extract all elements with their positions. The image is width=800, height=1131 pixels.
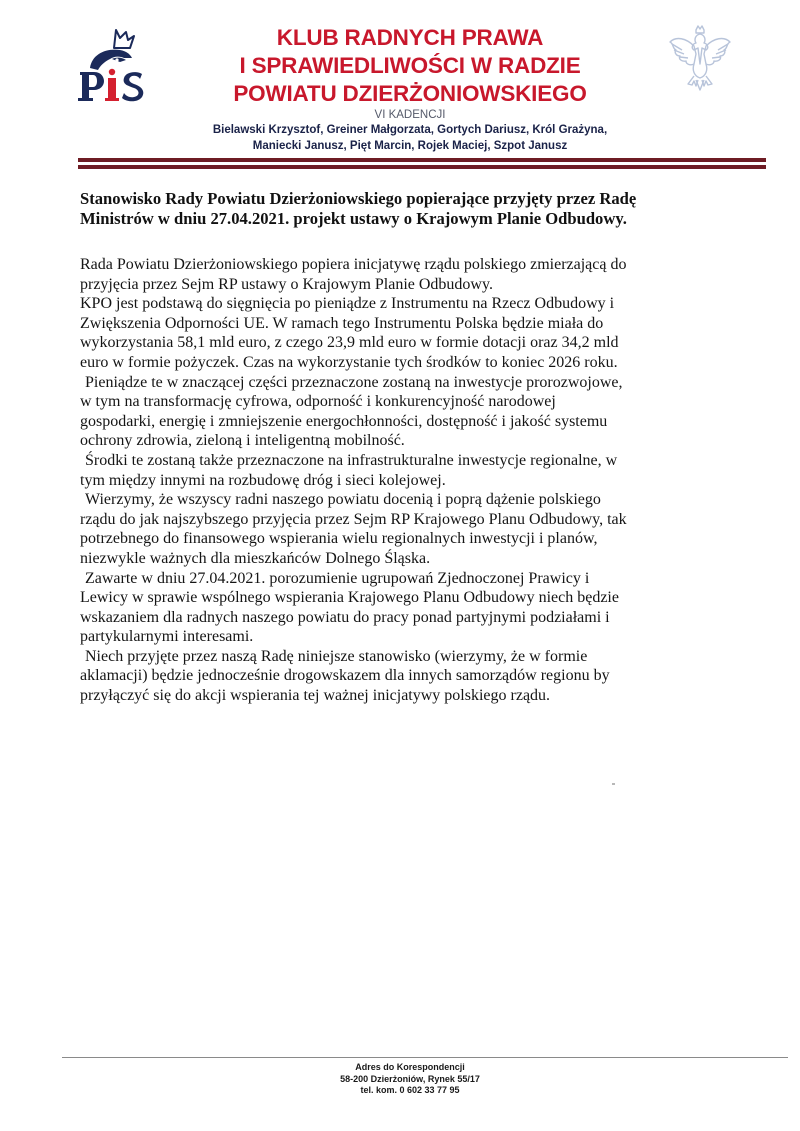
body-line: ochrony zdrowia, zieloną i inteligentną mobilność. [80, 432, 405, 450]
club-title-line: I SPRAWIEDLIWOŚCI W RADZIE [239, 53, 581, 78]
footer-address: 58-200 Dzierżoniów, Rynek 55/17 [340, 1073, 480, 1084]
eagle-icon [664, 24, 736, 96]
body-line: niezwykle ważnych dla mieszkańców Dolnego Śląska. [80, 549, 431, 567]
body-line: przyjęcia przez Sejm RP ustawy o Krajowym Planie Odbudowy. [80, 275, 493, 293]
body-line: potrzebnego do finansowego wspierania wielu regionalnych inwestycji i planów, [80, 530, 598, 548]
body-line: Zwiększenia Odporności UE. W ramach tego Instrumentu Polska będzie miała do [80, 314, 604, 332]
body-line: Zawarte w dniu 27.04.2021. porozumienie ugrupowań Zjednoczonej Prawicy i [85, 569, 590, 587]
footer-heading: Adres do Korespondencji [355, 1062, 465, 1072]
club-title-line: KLUB RADNYCH PRAWA [276, 25, 544, 50]
pis-logo [76, 26, 156, 102]
body-line: euro w formie pożyczek. Czas na wykorzystanie tych środków to koniec 2026 roku. [80, 353, 618, 371]
members-line: Bielawski Krzysztof, Greiner Małgorzata, Gortych Dariusz, Król Grażyna, [212, 124, 608, 136]
members-line: Maniecki Janusz, Pięt Marcin, Rojek Maciej, Szpot Janusz [252, 140, 568, 152]
footer-phone: tel. kom. 0 602 33 77 95 [360, 1085, 460, 1095]
correspondence-address [200, 1062, 620, 1097]
body-line: przyłączyć się do akcji wspierania tej ważnej inicjatywy polskiego rządu. [80, 687, 551, 705]
body-line: aklamacji) będzie jednocześnie drogowskazem dla innych samorządów regionu by [80, 667, 610, 685]
body-line: rządu do jak najszybszego przyjęcia przez Sejm RP Krajowego Planu Odbudowy, tak [80, 510, 627, 528]
body-line: Wierzymy, że wszyscy radni naszego powiatu docenią i poprą dążenie polskiego [85, 491, 601, 509]
document-body [80, 255, 760, 706]
body-line: tym między innymi na rozbudowę dróg i sieci kolejowej. [80, 471, 446, 489]
body-line: Środki te zostaną także przeznaczone na infrastrukturalne inwestycje regionalne, w [85, 451, 618, 469]
header-divider-top [78, 158, 766, 162]
footer-divider [62, 1057, 788, 1058]
polish-eagle-emblem [664, 24, 736, 96]
term-label: VI KADENCJI [374, 109, 446, 121]
document-title-line: Stanowisko Rady Powiatu Dzierżoniowskiego popierające przyjęty przez Radę [80, 189, 637, 208]
header-divider-bottom [78, 165, 766, 169]
body-line: w tym na transformację cyfrowa, odporność i konkurencyjność narodowej [80, 393, 556, 411]
pis-logo-icon [76, 26, 156, 102]
body-line: Pieniądze te w znaczącej części przeznaczone zostaną na inwestycje prorozwojowe, [85, 373, 623, 391]
body-line: partykularnymi interesami. [80, 628, 254, 646]
club-title-line: POWIATU DZIERŻONIOWSKIEGO [233, 81, 587, 106]
body-line: Rada Powiatu Dzierżoniowskiego popiera inicjatywę rządu polskiego zmierzającą do [80, 256, 627, 273]
body-line: wykorzystania 58,1 mld euro, z czego 23,9 mld euro w formie dotacji oraz 34,2 mld [80, 334, 619, 352]
body-line: Lewicy w sprawie wspólnego wspierania Krajowego Planu Odbudowy niech będzie [80, 589, 619, 607]
body-line: gospodarki, energię i zmniejszenie energochłonności, dostępność i jakość systemu [80, 412, 608, 430]
document-title [80, 189, 760, 229]
body-line: KPO jest podstawą do sięgnięcia po pieniądze z Instrumentu na Rzecz Odbudowy i [80, 295, 615, 313]
body-line: Niech przyjęte przez naszą Radę niniejsze stanowisko (wierzymy, że w formie [85, 647, 588, 665]
club-title [160, 24, 660, 108]
members-list [120, 122, 700, 154]
scan-artifact [612, 783, 615, 785]
document-title-line: Ministrów w dniu 27.04.2021. projekt ustawy o Krajowym Planie Odbudowy. [80, 209, 627, 228]
body-line: wskazaniem dla radnych naszego powiatu do pracy ponad partyjnymi podziałami i [80, 608, 610, 626]
